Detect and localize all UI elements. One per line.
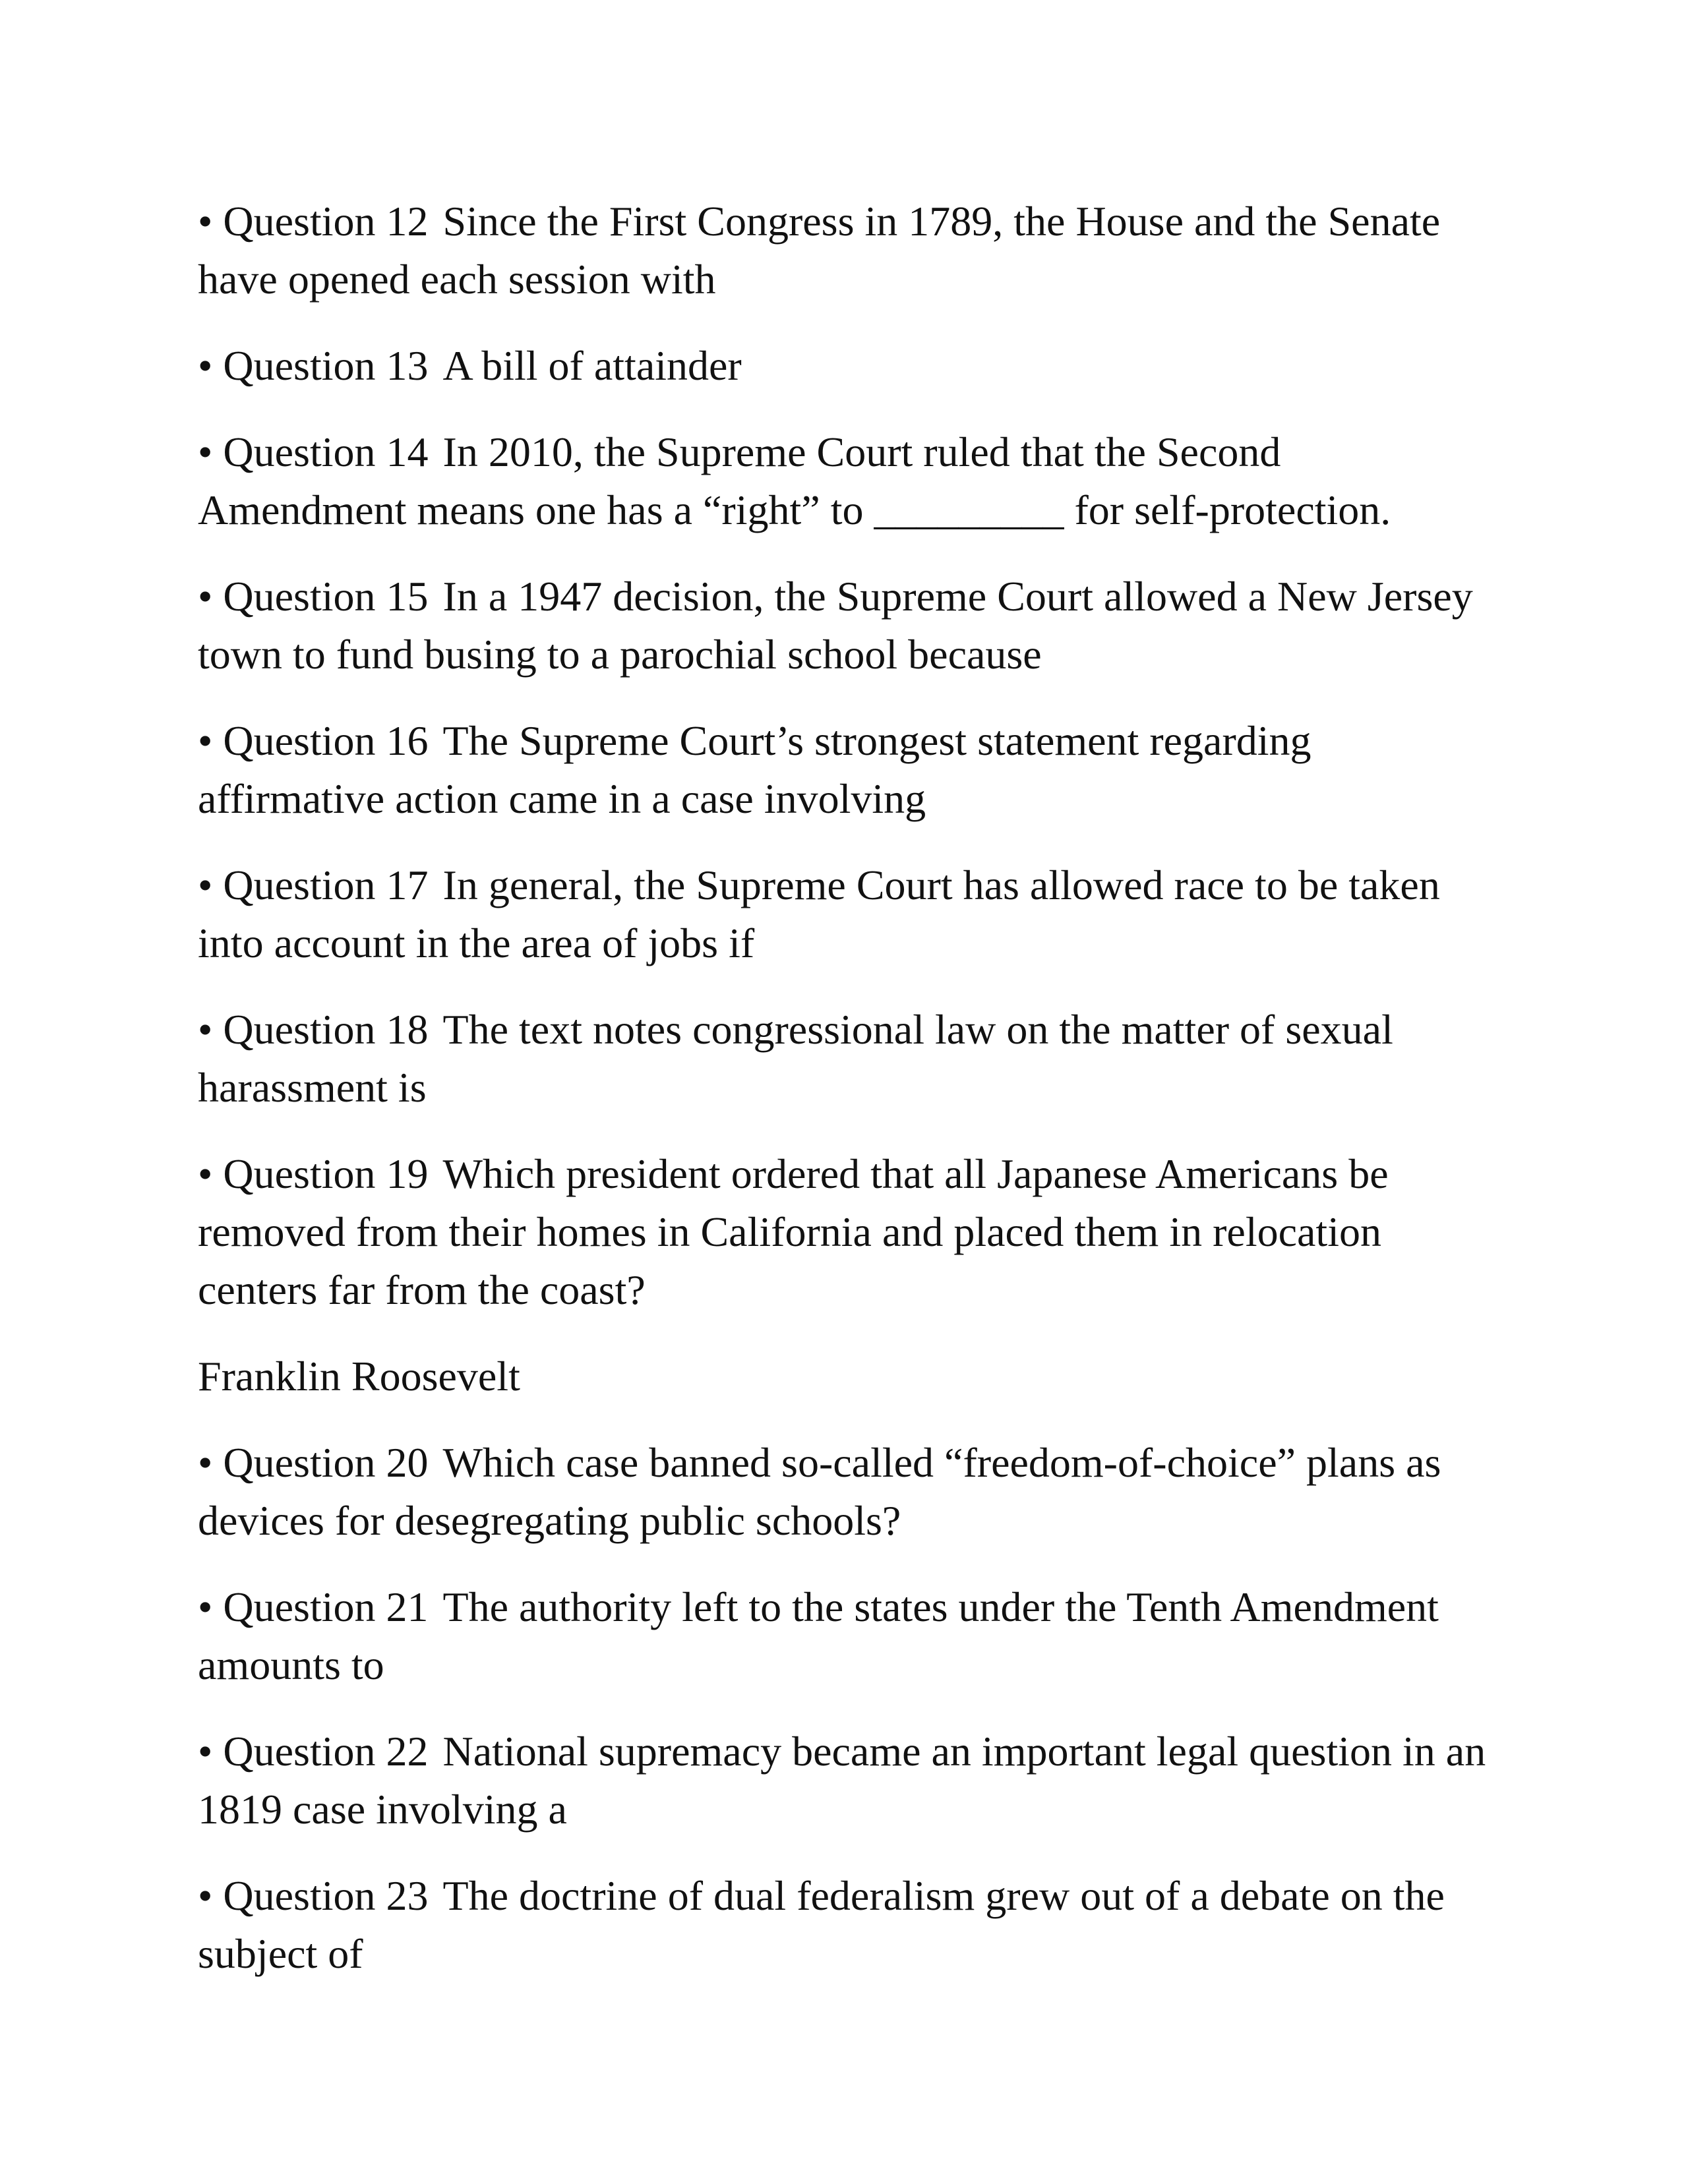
question-text: The Supreme Court’s strongest statement regarding affirmative action came in a case involving <box>198 717 1311 822</box>
bullet: • <box>198 342 213 389</box>
bullet: • <box>198 717 213 764</box>
question-number: Question 23 <box>223 1872 429 1919</box>
question-number: Question 15 <box>223 573 429 620</box>
bullet: • <box>198 1872 213 1919</box>
question-number: Question 19 <box>223 1150 429 1197</box>
bullet: • <box>198 1150 213 1197</box>
bullet: • <box>198 1583 213 1630</box>
question-item <box>198 856 1490 972</box>
question-text: Which president ordered that all Japanese Americans be removed from their homes in California and placed them in relocation centers far from the coast? <box>198 1150 1389 1313</box>
question-text: Since the First Congress in 1789, the House and the Senate have opened each session with <box>198 198 1441 303</box>
bullet: • <box>198 862 213 908</box>
question-item <box>198 1867 1490 1983</box>
question-text: The doctrine of dual federalism grew out of a debate on the subject of <box>198 1872 1445 1977</box>
question-item <box>198 1578 1490 1694</box>
question-text: Which case banned so-called “freedom-of-choice” plans as devices for desegregating public schools? <box>198 1439 1441 1544</box>
question-number: Question 22 <box>223 1728 429 1775</box>
question-list <box>198 192 1490 2011</box>
question-item <box>198 423 1490 539</box>
question-item <box>198 1434 1490 1550</box>
bullet: • <box>198 428 213 475</box>
question-number: Question 16 <box>223 717 429 764</box>
question-text: In 2010, the Supreme Court ruled that the Second Amendment means one has a “right” to _________ for self-protection. <box>198 428 1391 533</box>
question-text: The authority left to the states under the Tenth Amendment amounts to <box>198 1583 1439 1688</box>
bullet: • <box>198 573 213 620</box>
question-number: Question 17 <box>223 862 429 908</box>
question-text: The text notes congressional law on the matter of sexual harassment is <box>198 1006 1393 1111</box>
question-item <box>198 568 1490 684</box>
question-number: Question 20 <box>223 1439 429 1486</box>
question-number: Question 14 <box>223 428 429 475</box>
question-item <box>198 192 1490 309</box>
question-number: Question 13 <box>223 342 429 389</box>
question-item <box>198 1145 1490 1319</box>
question-number: Question 18 <box>223 1006 429 1053</box>
question-text: In general, the Supreme Court has allowed race to be taken into account in the area of jobs if <box>198 862 1440 966</box>
question-item <box>198 712 1490 828</box>
question-text: National supremacy became an important legal question in an 1819 case involving a <box>198 1728 1486 1833</box>
bullet: • <box>198 1728 213 1775</box>
question-number: Question 21 <box>223 1583 429 1630</box>
question-item <box>198 337 1490 395</box>
bullet: • <box>198 198 213 245</box>
question-text: In a 1947 decision, the Supreme Court allowed a New Jersey town to fund busing to a parochial school because <box>198 573 1473 678</box>
question-item <box>198 1001 1490 1117</box>
question-text: A bill of attainder <box>442 342 742 389</box>
answer-text: Franklin Roosevelt <box>198 1353 520 1400</box>
bullet: • <box>198 1006 213 1053</box>
bullet: • <box>198 1439 213 1486</box>
question-item <box>198 1723 1490 1839</box>
question-number: Question 12 <box>223 198 429 245</box>
